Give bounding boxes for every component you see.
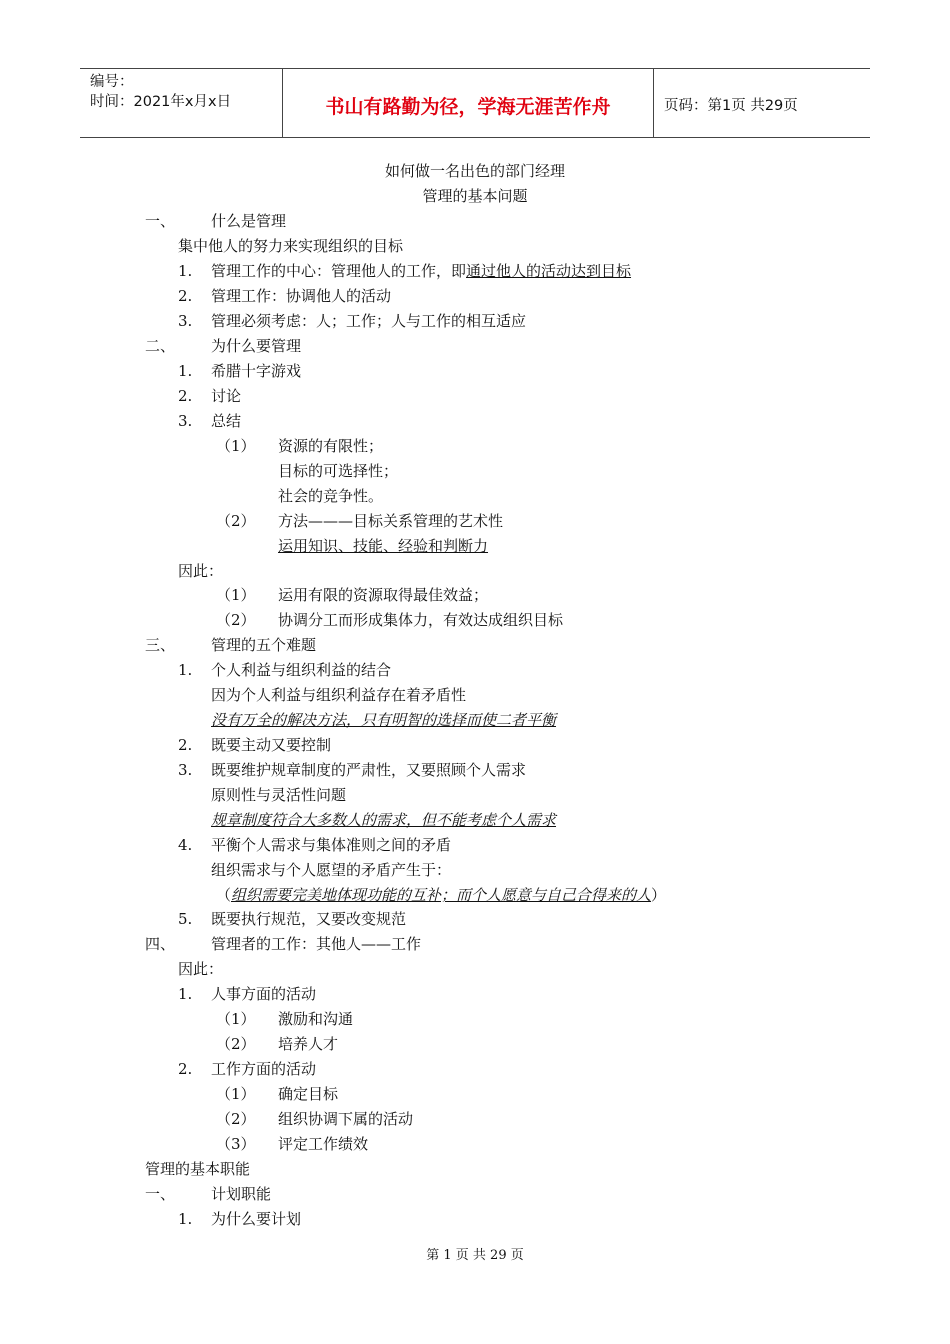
- list-item: 希腊十字游戏: [211, 362, 302, 380]
- list-number: 3.: [178, 312, 193, 330]
- therefore-label: 因此：: [178, 960, 224, 978]
- sub-item: 确定目标: [278, 1085, 339, 1103]
- section-heading: 管理的五个难题: [211, 636, 317, 654]
- list-number: 2.: [178, 387, 193, 405]
- list-item: 人事方面的活动: [211, 985, 317, 1003]
- underlined-italic-text: 规章制度符合大多数人的需求，但不能考虑个人需求: [211, 811, 557, 829]
- list-item-detail: 组织需求与个人愿望的矛盾产生于：: [211, 861, 452, 879]
- list-item: 平衡个人需求与集体准则之间的矛盾: [211, 836, 452, 854]
- sub-number: （2）: [216, 611, 256, 629]
- list-item: [211, 261, 631, 281]
- document-title: 如何做一名出色的部门经理: [384, 162, 565, 180]
- list-item: 管理工作：协调他人的活动: [211, 287, 392, 305]
- list-item: 既要执行规范，又要改变规范: [211, 910, 407, 928]
- list-number: 1.: [178, 262, 193, 280]
- sub-item: 激励和沟通: [278, 1010, 354, 1028]
- list-number: 1.: [178, 661, 193, 679]
- list-item: 工作方面的活动: [211, 1060, 317, 1078]
- open-paren: （: [216, 886, 232, 904]
- close-paren: ）: [651, 886, 667, 904]
- underlined-text: 运用知识、技能、经验和判断力: [278, 537, 489, 555]
- list-item: 个人利益与组织利益的结合: [211, 661, 392, 679]
- list-number: 1.: [178, 362, 193, 380]
- section-number: 一、: [145, 212, 176, 230]
- header-meta: [80, 69, 282, 137]
- sub-number: （2）: [216, 512, 256, 530]
- list-item-detail: 原则性与灵活性问题: [211, 786, 347, 804]
- list-item: 讨论: [211, 387, 242, 405]
- section-number: 二、: [145, 337, 176, 355]
- sub-item: 资源的有限性；: [278, 437, 384, 455]
- list-number: 1.: [178, 985, 193, 1003]
- sub-number: （2）: [216, 1035, 256, 1053]
- list-item: 既要维护规章制度的严肃性，又要照顾个人需求: [211, 761, 527, 779]
- list-item: 既要主动又要控制: [211, 736, 332, 754]
- sub-item: 组织协调下属的活动: [278, 1110, 414, 1128]
- section-heading: 管理者的工作：其他人——工作: [211, 935, 422, 953]
- sub-item: 评定工作绩效: [278, 1135, 369, 1153]
- sub-number: （1）: [216, 1085, 256, 1103]
- list-item: 管理必须考虑：人；工作；人与工作的相互适应: [211, 312, 527, 330]
- sub-item: 社会的竞争性。: [278, 487, 384, 505]
- document-subtitle: 管理的基本问题: [422, 187, 528, 205]
- list-item-detail: 因为个人利益与组织利益存在着矛盾性: [211, 686, 467, 704]
- underlined-italic-text: 没有万全的解决方法，只有明智的选择而使二者平衡: [211, 711, 557, 729]
- list-number: 1.: [178, 1210, 193, 1228]
- section-number: 一、: [145, 1185, 176, 1203]
- sub-number: （1）: [216, 1010, 256, 1028]
- list-item: 总结: [211, 412, 242, 430]
- number-label: 编号：: [90, 74, 134, 90]
- list-item: 为什么要计划: [211, 1210, 302, 1228]
- list-number: 2.: [178, 1060, 193, 1078]
- therefore-label: 因此：: [178, 562, 224, 580]
- section-heading: 为什么要管理: [211, 337, 302, 355]
- time-label: 时间：2021年x月x日: [90, 94, 232, 110]
- underlined-text: 通过他人的活动达到目标: [466, 262, 632, 280]
- list-item-detail: [216, 885, 666, 905]
- list-item-text: 管理工作的中心：管理他人的工作，即: [211, 262, 467, 280]
- list-number: 5.: [178, 910, 193, 928]
- part-heading: 管理的基本职能: [145, 1160, 251, 1178]
- list-number: 2.: [178, 287, 193, 305]
- sub-number: （2）: [216, 1110, 256, 1128]
- list-number: 3.: [178, 761, 193, 779]
- section-heading: 什么是管理: [211, 212, 287, 230]
- list-number: 2.: [178, 736, 193, 754]
- sub-item: 培养人才: [278, 1035, 339, 1053]
- sub-item: 运用有限的资源取得最佳效益；: [278, 586, 489, 604]
- section-number: 四、: [145, 935, 176, 953]
- sub-item: 协调分工而形成集体力，有效达成组织目标: [278, 611, 564, 629]
- definition-text: 集中他人的努力来实现组织的目标: [178, 237, 404, 255]
- header-page-number: 页码：第1页 共29页: [664, 97, 798, 114]
- list-number: 4.: [178, 836, 193, 854]
- sub-item: 方法———目标关系管理的艺术性: [278, 512, 504, 530]
- section-heading: 计划职能: [211, 1185, 272, 1203]
- list-number: 3.: [178, 412, 193, 430]
- underlined-italic-text: 组织需要完美地体现功能的互补；而个人愿意与自己合得来的人: [231, 886, 652, 904]
- document-header: [80, 68, 870, 138]
- sub-number: （3）: [216, 1135, 256, 1153]
- sub-item: 目标的可选择性；: [278, 462, 399, 480]
- sub-number: （1）: [216, 437, 256, 455]
- section-number: 三、: [145, 636, 176, 654]
- sub-number: （1）: [216, 586, 256, 604]
- header-motto: 书山有路勤为径，学海无涯苦作舟: [282, 69, 654, 137]
- page-footer: 第 1 页 共 29 页: [426, 1248, 524, 1263]
